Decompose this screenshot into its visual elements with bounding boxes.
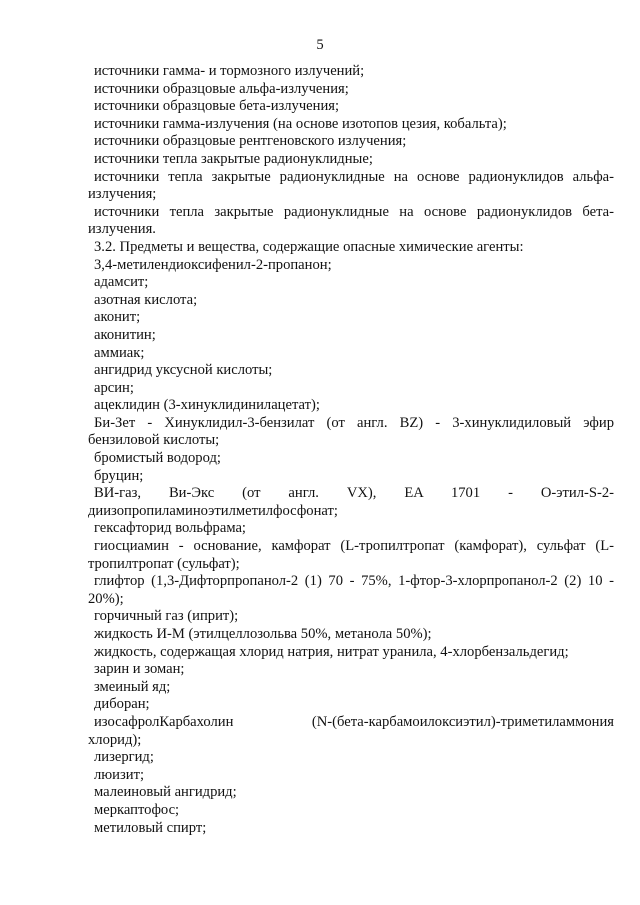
text-line: арсин; [94, 379, 134, 396]
text-line: тропилтропат (сульфат); [88, 555, 240, 572]
text-line: бруцин; [94, 467, 144, 484]
text-line: источники образцовые альфа-излучения; [94, 80, 349, 97]
text-line: малеиновый ангидрид; [94, 784, 237, 801]
text-line: меркаптофос; [94, 801, 180, 818]
text-line: аконит; [94, 309, 141, 326]
text-line: аконитин; [94, 326, 156, 343]
text-line: Би-Зет - Хинуклидил-3-бензилат (от англ. BZ) - 3-хинуклидиловый эфир [94, 414, 614, 431]
text-line: бензиловой кислоты; [88, 432, 220, 449]
text-line: 3.2. Предметы и вещества, содержащие опасные химические агенты: [94, 238, 524, 255]
text-line: 3,4-метилендиоксифенил-2-пропанон; [94, 256, 332, 273]
text-line: излучения. [88, 221, 156, 238]
text-line: изосафролКарбахолин (N-(бета-карбамоилоксиэтил)-триметиламмония [94, 713, 614, 730]
text-line: хлорид); [88, 731, 142, 748]
text-line: источники гамма-излучения (на основе изотопов цезия, кобальта); [94, 115, 507, 132]
document-body [88, 63, 614, 837]
text-line: диборан; [94, 696, 150, 713]
text-line: источники тепла закрытые радионуклидные на основе радионуклидов бета- [94, 203, 614, 220]
text-line: источники гамма- и тормозного излучений; [94, 63, 365, 79]
text-line: зарин и зоман; [94, 661, 185, 678]
text-line: гексафторид вольфрама; [94, 520, 246, 537]
text-line: 20%); [88, 590, 124, 607]
text-line: азотная кислота; [94, 291, 198, 308]
text-line: лизергид; [94, 749, 154, 766]
text-line: ВИ-газ, Ви-Экс (от англ. VX), EA 1701 - О-этил-S-2- [94, 485, 614, 502]
text-line: глифтор (1,3-Дифторпропанол-2 (1) 70 - 75%, 1-фтор-3-хлорпропанол-2 (2) 10 - [94, 573, 614, 590]
text-line: излучения; [88, 186, 157, 203]
text-line: источники тепла закрытые радионуклидные на основе радионуклидов альфа- [94, 168, 614, 185]
text-line: диизопропиламиноэтилметилфосфонат; [88, 502, 338, 519]
text-line: горчичный газ (иприт); [94, 608, 239, 625]
text-line: ацеклидин (3-хинуклидинилацетат); [94, 397, 320, 414]
text-line: источники образцовые бета-излучения; [94, 98, 340, 115]
text-line: аммиак; [94, 344, 145, 361]
text-line: гиосциамин - основание, камфорат (L-тропилтропат (камфорат), сульфат (L- [94, 538, 614, 555]
text-line: источники образцовые рентгеновского излучения; [94, 133, 407, 150]
page-number: 5 [316, 37, 324, 53]
text-line: жидкость И-М (этилцеллозольва 50%, метанола 50%); [94, 626, 432, 642]
text-line: адамсит; [94, 274, 149, 291]
text-line: люизит; [94, 766, 145, 783]
text-line: жидкость, содержащая хлорид натрия, нитрат уранила, 4-хлорбензальдегид; [94, 643, 569, 660]
text-line: источники тепла закрытые радионуклидные; [94, 150, 373, 167]
text-line: бромистый водород; [94, 450, 221, 467]
text-line: ангидрид уксусной кислоты; [94, 362, 273, 379]
text-line: метиловый спирт; [94, 819, 207, 836]
text-line: змеиный яд; [94, 678, 171, 695]
